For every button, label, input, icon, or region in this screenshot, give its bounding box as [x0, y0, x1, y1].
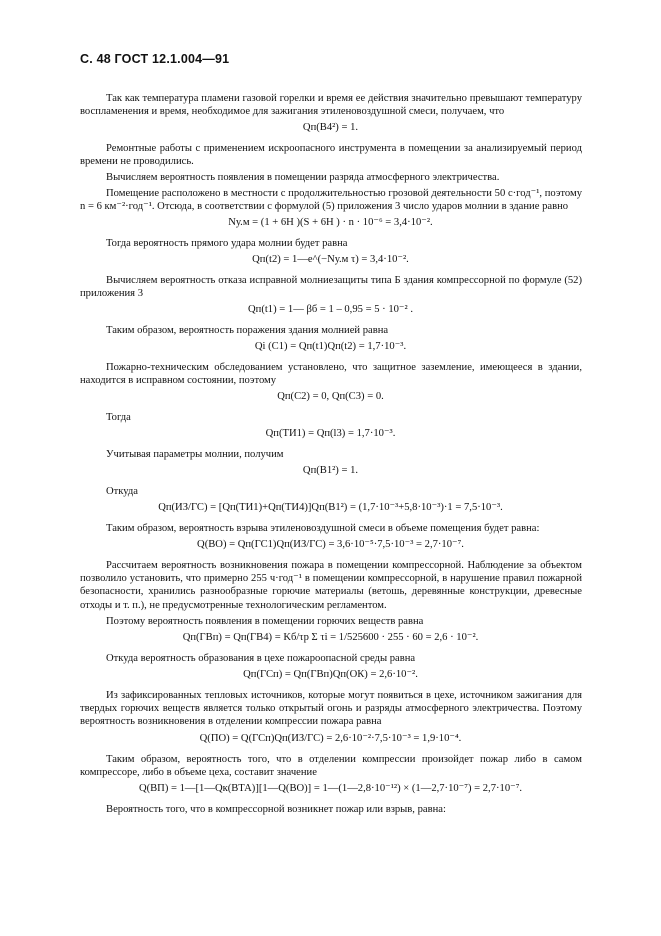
formula-f13: Q(ПО) = Q(ГСп)Qп(ИЗ/ГС) = 2,6·10⁻²·7,5·10⁻³ = 1,9·10⁻⁴. [199, 733, 462, 744]
formula-f5: Qi (C1) = Qп(t1)Qп(t2) = 1,7·10⁻³. [254, 341, 407, 352]
paragraph-p11: Откуда [106, 486, 138, 497]
page-header: С. 48 ГОСТ 12.1.004—91 [80, 52, 230, 66]
formula-f4: Qп(t1) = 1— βб = 1 – 0,95 = 5 · 10⁻² . [248, 304, 413, 315]
formula-f3: Qп(t2) = 1—e^(−Nу.м τ) = 3,4·10⁻². [252, 254, 409, 265]
paragraph-p16: Из зафиксированных тепловых источников, которые могут появиться в цехе, источником зажигания для твердых горючих веществ является только открытый огонь и разряды атмосферного электричества. Поэтому вероятность возникновения в отделении компрессии пожара равна [80, 690, 582, 728]
paragraph-p4: Помещение расположено в местности с продолжительностью грозовой деятельности 50 с·год⁻¹, поэтому n = 6 км⁻²·год⁻¹. Отсюда, в соответствии с формулой (5) приложения 3 число ударов молнии в здание равно [80, 188, 582, 213]
paragraph-p3: Вычисляем вероятность появления в помещении разряда атмосферного электричества. [106, 172, 500, 183]
formula-f2: Nу.м = (1 + 6H )(S + 6H ) · n · 10⁻⁶ = 3,4·10⁻². [228, 217, 433, 228]
formula-f1: Qп(B4²) = 1. [302, 122, 359, 133]
formula-f7: Qп(ТИ1) = Qп(l3) = 1,7·10⁻³. [265, 428, 396, 439]
formula-f12: Qп(ГСп) = Qп(ГВп)Qп(ОК) = 2,6·10⁻². [243, 669, 418, 680]
paragraph-p8: Пожарно-техническим обследованием установлено, что защитное заземление, имеющееся в здании, находится в исправном состоянии, поэтому [80, 362, 582, 387]
formula-f9: Qп(ИЗ/ГС) = [Qп(ТИ1)+Qп(ТИ4)]Qп(B1²) = (1,7·10⁻³+5,8·10⁻³)·1 = 7,5·10⁻³. [158, 502, 503, 513]
paragraph-p2: Ремонтные работы с применением искроопасного инструмента в помещении за анализируемый период времени не проводились. [80, 143, 582, 168]
formula-f10: Q(ВО) = Qп(ГС1)Qп(ИЗ/ГС) = 3,6·10⁻⁵·7,5·10⁻³ = 2,7·10⁻⁷. [197, 539, 464, 550]
paragraph-p5: Тогда вероятность прямого удара молнии будет равна [106, 238, 348, 249]
formula-f8: Qп(B1²) = 1. [302, 465, 359, 476]
paragraph-p1: Так как температура пламени газовой горелки и время ее действия значительно превышают температуру воспламенения и время, необходимое для зажигания этиленовоздушной смеси, получаем, что [80, 93, 582, 118]
paragraph-p10: Учитывая параметры молнии, получим [106, 449, 284, 460]
paragraph-p15: Откуда вероятность образования в цехе пожароопасной среды равна [106, 653, 416, 664]
paragraph-p13: Рассчитаем вероятность возникновения пожара в помещении компрессорной. Наблюдение за объектом позволило установить, что примерно 255 ч·год⁻¹ в помещении компрессорной, в нарушение правил пожарной безопасности, хранились разнообразные горючие материалы (ветошь, деревянные конструкции, древесные отходы и т. п.), не предусмотренные технологическим регламентом. [80, 560, 582, 611]
formula-f11: Qп(ГВп) = Qп(ГВ4) = Kб/τр Σ τi = 1/525600 · 255 · 60 = 2,6 · 10⁻². [182, 632, 479, 643]
paragraph-p9: Тогда [106, 412, 131, 423]
paragraph-p7: Таким образом, вероятность поражения здания молнией равна [106, 325, 389, 336]
paragraph-p14: Поэтому вероятность появления в помещении горючих веществ равна [106, 616, 424, 627]
formula-f6: Qп(C2) = 0, Qп(C3) = 0. [277, 391, 384, 402]
paragraph-p18: Вероятность того, что в компрессорной возникнет пожар или взрыв, равна: [106, 804, 446, 815]
paragraph-p17: Таким образом, вероятность того, что в отделении компрессии произойдет пожар либо в самом компрессоре, либо в объеме цеха, составит значение [80, 754, 582, 779]
formula-f14: Q(ВП) = 1—[1—Qк(ВТА)][1—Q(ВО)] = 1—(1—2,8·10⁻¹²) × (1—2,7·10⁻⁷) = 2,7·10⁻⁷. [138, 783, 523, 794]
paragraph-p12: Таким образом, вероятность взрыва этиленовоздушной смеси в объеме помещения будет равна: [106, 523, 540, 534]
paragraph-p6: Вычисляем вероятность отказа исправной молниезащиты типа Б здания компрессорной по формуле (52) приложения 3 [80, 275, 582, 300]
